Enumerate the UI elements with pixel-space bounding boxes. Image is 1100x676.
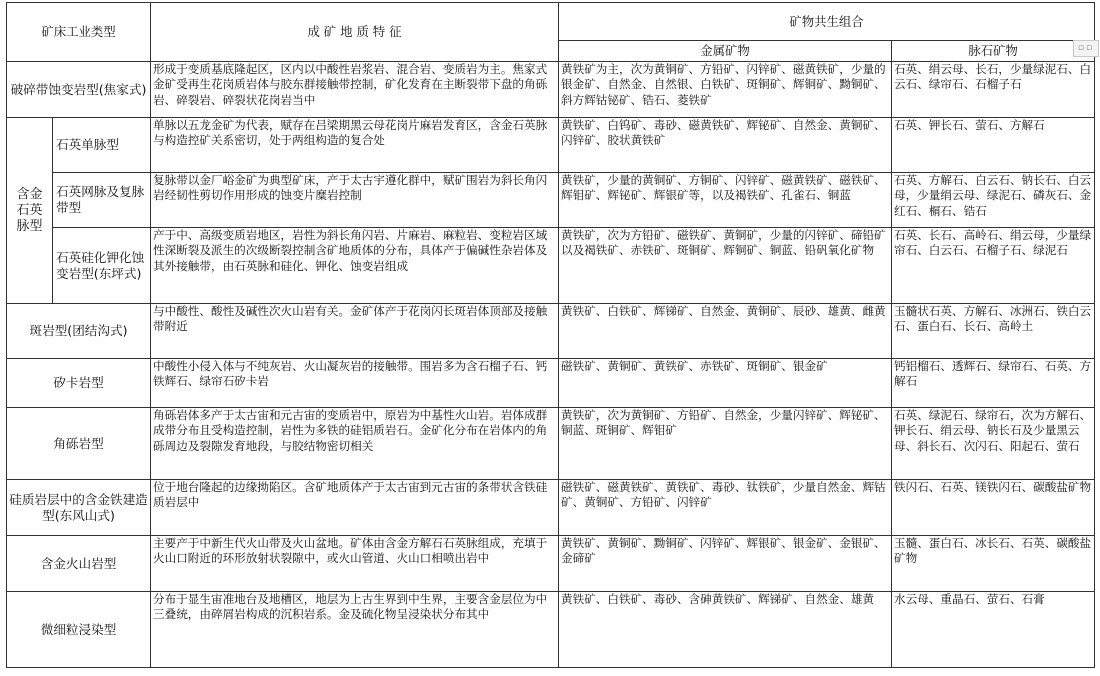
gangue-cell: 石英、钾长石、萤石、方解石: [892, 118, 1095, 173]
deposit-type-cell: 矽卡岩型: [7, 359, 151, 408]
metal-cell: 黄铁矿，少量的黄铜矿、方铜矿、闪锌矿、磁黄铁矿、磁铁矿、辉钼矿、辉铋矿、辉银矿等，以及褐铁矿、孔雀石、铜蓝: [559, 173, 892, 228]
features-cell: 形成于变质基底隆起区，区内以中酸性岩浆岩、混合岩、变质岩为主。焦家式金矿受再生花岗质岩体与胶东群接触带控制，矿化发育在主断裂带下盘的角砾岩、碎裂岩、碎裂状花岗岩当中: [151, 62, 559, 118]
metal-cell: 黄铁矿、白铁矿、毒砂、含砷黄铁矿、辉锑矿、自然金、雄黄: [559, 592, 892, 668]
features-cell: 主要产于中新生代火山带及火山盆地。矿体由含金方解石石英脉组成，充填于火山口附近的环形放射状裂隙中，或火山管道、火山口相喷出岩中: [151, 536, 559, 592]
gangue-cell: 玉髓、蛋白石、冰长石、石英、碳酸盐矿物: [892, 536, 1095, 592]
header-features: 成 矿 地 质 特 征: [151, 3, 559, 62]
features-cell: 中酸性小侵入体与不纯灰岩、火山凝灰岩的接触带。围岩多为含石榴子石、钙铁辉石、绿帘石矽卡岩: [151, 359, 559, 408]
table-row: [7, 592, 1095, 668]
gangue-cell: 石英、长石、高岭石、绢云母，少量绿帘石、白云石、石榴子石、绿泥石: [892, 228, 1095, 304]
deposit-types-table: [6, 2, 1095, 668]
header-assemblage: 矿物共生组合: [559, 3, 1095, 41]
header-gangue-minerals: 脉石矿物: [892, 41, 1095, 62]
gangue-cell: 石英、绿泥石、绿帘石，次为方解石、钾长石、绢云母、钠长石及少量黑云母、斜长石、次闪石、阳起石、萤石: [892, 408, 1095, 480]
metal-cell: 黄铁矿、黄铜矿、黝铜矿、闪锌矿、辉银矿、银金矿、金银矿、金碲矿: [559, 536, 892, 592]
features-cell: 复脉带以金厂峪金矿为典型矿床，产于太古宇遵化群中，赋矿围岩为斜长角闪岩经韧性剪切作用形成的蚀变片糜岩控制: [151, 173, 559, 228]
metal-cell: 黄铁矿、白铁矿、辉锑矿、自然金、黄铜矿、辰砂、雄黄、雌黄: [559, 304, 892, 359]
features-cell: 分布于显生宙准地台及地槽区，地层为上古生界到中生界，主要含金层位为中三叠统，由碎屑岩构成的沉积岩系。金及硫化物呈浸染状分布其中: [151, 592, 559, 668]
features-cell: 位于地台隆起的边缘拗陷区。含矿地质体产于太古宙到元古宙的条带状含铁硅质岩层中: [151, 480, 559, 536]
features-cell: 单脉以五龙金矿为代表，赋存在吕梁期黑云母花岗片麻岩发育区，含金石英脉与构造控矿关系密切，处于两组构造的复合处: [151, 118, 559, 173]
table-header-row-1: [7, 3, 1095, 41]
table-row: [7, 408, 1095, 480]
deposit-type-cell: 石英硅化钾化蚀变岩型(东坪式): [53, 228, 151, 304]
gangue-cell: 玉髓状石英、方解石、冰洲石、铁白云石、蛋白石、长石、高岭土: [892, 304, 1095, 359]
gangue-cell: 铁闪石、石英、镁铁闪石、碳酸盐矿物: [892, 480, 1095, 536]
deposit-type-cell: 斑岩型(团结沟式): [7, 304, 151, 359]
deposit-type-cell: 微细粒浸染型: [7, 592, 151, 668]
table-row: [7, 480, 1095, 536]
group-label-gold-quartz-vein: 含金石英脉型: [7, 118, 53, 304]
features-cell: 产于中、高级变质岩地区，岩性为斜长角闪岩、片麻岩、麻粒岩、变粒岩区域性深断裂及派生的次级断裂控制含矿地质体的分布，具体产于偏碱性杂岩体及其外接触带，由石英脉和硅化、钾化、蚀变岩组成: [151, 228, 559, 304]
metal-cell: 磁铁矿、黄铜矿、黄铁矿、赤铁矿、斑铜矿、银金矿: [559, 359, 892, 408]
header-metal-minerals: 金属矿物: [559, 41, 892, 62]
table-row: [7, 62, 1095, 118]
table-row: [7, 173, 1095, 228]
deposit-type-cell: 石英网脉及复脉带型: [53, 173, 151, 228]
deposit-type-cell: 破碎带蚀变岩型(焦家式): [7, 62, 151, 118]
metal-cell: 黄铁矿、白钨矿、毒砂、磁黄铁矿、辉铋矿、自然金、黄铜矿、闪锌矿、胶状黄铁矿: [559, 118, 892, 173]
metal-cell: 磁铁矿、磁黄铁矿、黄铁矿、毒砂、钛铁矿，少量自然金、辉钴矿、黄铜矿、方铅矿、闪锌矿: [559, 480, 892, 536]
features-cell: 角砾岩体多产于太古宙和元古宙的变质岩中，原岩为中基性火山岩。岩体成群成带分布且受构造控制，岩性为多铁的硅铝质岩石。金矿化分布在岩体内的角砾周边及裂隙发育地段，与胶结物密切相关: [151, 408, 559, 480]
gangue-cell: 石英、绢云母、长石，少量绿泥石、白云石、绿帘石、石榴子石: [892, 62, 1095, 118]
header-deposit-type: 矿床工业类型: [7, 3, 151, 62]
gangue-cell: 石英、方解石、白云石、钠长石、白云母，少量绢云母、绿泥石、磷灰石、金红石、榍石、锆石: [892, 173, 1095, 228]
metal-cell: 黄铁矿为主，次为黄铜矿、方铅矿、闪锌矿、磁黄铁矿，少量的银金矿、自然金、自然银、白铁矿、斑铜矿、辉铜矿、黝铜矿、斜方辉钴铋矿、锆石、菱铁矿: [559, 62, 892, 118]
metal-cell: 黄铁矿，次为黄铜矿、方铅矿、自然金，少量闪锌矿、辉铋矿、铜蓝、斑铜矿、辉钼矿: [559, 408, 892, 480]
gangue-cell: 水云母、重晶石、萤石、石膏: [892, 592, 1095, 668]
gangue-cell: 钙铝榴石、透辉石、绿帘石、石英、方解石: [892, 359, 1095, 408]
expand-table-icon[interactable]: ▫▫: [1073, 40, 1099, 57]
deposit-type-cell: 硅质岩层中的含金铁建造型(东风山式): [7, 480, 151, 536]
table-row: [7, 228, 1095, 304]
features-cell: 与中酸性、酸性及碱性次火山岩有关。金矿体产于花岗闪长斑岩体顶部及接触带附近: [151, 304, 559, 359]
table-row: [7, 536, 1095, 592]
metal-cell: 黄铁矿，次为方铅矿、磁铁矿、黄铜矿，少量的闪锌矿、碲铅矿以及褐铁矿、赤铁矿、斑铜矿、辉铜矿、铜蓝、铅矾氧化矿物: [559, 228, 892, 304]
deposit-type-cell: 石英单脉型: [53, 118, 151, 173]
deposit-type-cell: 角砾岩型: [7, 408, 151, 480]
table-row: [7, 359, 1095, 408]
deposit-type-cell: 含金火山岩型: [7, 536, 151, 592]
table-row: [7, 304, 1095, 359]
table-row: [7, 118, 1095, 173]
